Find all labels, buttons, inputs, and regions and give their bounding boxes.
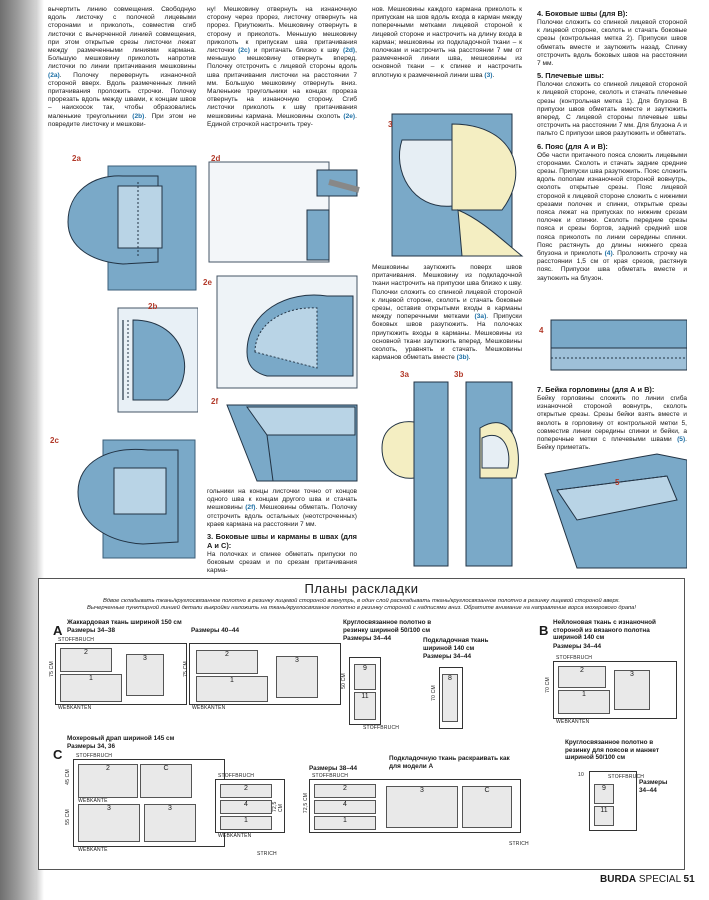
paragraph: Полочки сложить со спинкой лицевой стороной к лицевой стороне, сколоть и стачать плечевые срезы (контрольная метка 1). Для блузона В припуски швов обметать вместе и заутюжить вперед. С лицевой стороны плечевые швы отстрочить на расстоянии 7 мм. Для блузона А и пальто С припуски швов разутюжить и обметать. [537, 81, 687, 138]
strich-label: STRICH [257, 851, 277, 857]
size-caption: Размеры 40–44 [191, 627, 240, 634]
layout-lining [430, 667, 463, 729]
pattern-piece: 9 [354, 664, 376, 690]
figure-3a-drawing [378, 368, 450, 568]
section-heading: 7. Бейка горловины (для А и В): [537, 385, 655, 394]
paragraph: Полочки сложить со спинкой лицевой стороной к лицевой стороне, сколоть и стачать боковые срезы (контрольная метка 2). Припуски швов обметать вместе и заутюжить назад. Спинку отстрочить вдоль боковых швов на расстоянии 7 мм. [537, 19, 687, 68]
pattern-piece: 4 [220, 800, 272, 814]
figure-2b-drawing [48, 300, 198, 420]
lining-note: Подкладочную ткань раскраивать как для модели А [389, 755, 510, 770]
layout-c-2 [215, 773, 285, 839]
pattern-piece: 1 [196, 676, 268, 702]
figure-label: 2d [211, 154, 221, 163]
figure-3 [372, 110, 532, 260]
fold-label: STOFFBRUCH [556, 655, 593, 661]
figure-2d [207, 152, 362, 267]
pattern-piece: 11 [594, 806, 614, 826]
issue: SPECIAL [638, 874, 681, 885]
pattern-piece: C [462, 786, 512, 828]
layout-b [544, 655, 677, 725]
layout-c-1 [64, 753, 225, 853]
figure-ref: (4) [604, 250, 613, 258]
pattern-piece: 2 [220, 784, 272, 798]
fold-label: STOFFBRUCH [363, 725, 400, 731]
dimension-label: 72,5 CM [272, 801, 284, 812]
dimension-label: 70 CM [430, 685, 437, 701]
figure-3b [452, 368, 526, 568]
pattern-piece: 8 [442, 674, 458, 722]
brand: BURDA [600, 874, 637, 885]
figure-label: 2a [72, 154, 81, 163]
text: гольники на концы листочки точно от концов одного шва к концам другого шва и стачать мешковины [207, 488, 357, 512]
column-3-text [372, 6, 522, 82]
panel-title: Планы раскладки [304, 581, 419, 596]
figure-ref: (2b) [132, 112, 145, 120]
fold-label: STOFFBRUCH [218, 773, 255, 779]
size-caption: Размеры 34–44 [553, 643, 602, 650]
pattern-piece: 3 [144, 804, 196, 842]
size-caption: Размеры 34–44 [423, 653, 472, 660]
text: Мешковины заутюжить поверх швов притачивания. Мешковину из подкладочной ткани настрочить на припуски шва близко к шву. Полочки сложить со спинкой лицевой стороной к лицевой стороне, сколоть и стачать боковые срезы, оставив открытыми входы в карманы между поперечными метками [372, 264, 522, 321]
figure-label: 2e [203, 278, 212, 287]
binding-shadow [0, 0, 38, 900]
column-4-text-lower [537, 382, 687, 454]
pattern-piece: 2 [558, 666, 606, 688]
section-heading: 4. Боковые швы (для В): [537, 9, 628, 18]
figure-5 [537, 450, 687, 570]
pattern-piece: 3 [276, 656, 318, 698]
text: нов. Мешковины каждого кармана приколоть к припускам на шов вдоль входа в карман между поперечными метками лицевой стороной к лицевой стороне и настрочить на длину входа в карман; мешковины из подкладочной ткани – к полочкам и настрочить на расстоянии 7 мм от размеченной линии шва, мешковины из основной ткани – к спинке и настрочить вплотную к размеченной линии шва [372, 6, 522, 79]
paragraph [537, 152, 687, 283]
figure-ref: (3a) [474, 313, 487, 321]
selvage-label: WEBKANTE [78, 847, 108, 853]
subtitle-line: Вдвое складывать ткань/круглосвязанное полотно в резинку лицевой стороной вовнутрь, в один слой раскладывать ткань/круглосвязанное полотно в резинку лицевой стороной вверх. [102, 598, 621, 604]
paragraph [207, 488, 357, 529]
knit-caption: Круглосвязанное полотно в резинку для поясов и манжет шириной 50/100 см [565, 739, 659, 762]
figure-label: 3b [454, 370, 464, 379]
pattern-piece: 1 [220, 816, 272, 830]
figure-2b [48, 300, 198, 420]
figure-label: 2b [148, 302, 158, 311]
pattern-piece: 3 [614, 670, 650, 710]
fabric-caption: Жаккардовая ткань шириной 150 см [67, 619, 182, 626]
fold-label: STOFFBRUCH [608, 774, 645, 780]
pattern-piece: 1 [314, 816, 376, 830]
figure-2c-drawing [48, 432, 198, 562]
text: Бейку горловины сложить по линии сгиба изнаночной стороной вовнутрь, сколоть открытые срезы. Срезы бейки взять вместе и вколоть в горловину от контрольной метки 5, совместив линии середины спинки и бейки, а поперечные метки с плечевыми швами [537, 395, 687, 444]
pattern-piece: 2 [314, 784, 376, 798]
section-a-label: A [53, 623, 63, 638]
section-heading: 6. Пояс (для А и В): [537, 141, 608, 151]
paragraph: нов. Мешковины каждого кармана приколоть к припускам на шов вдоль входа в карман между поперечными метками лицевой стороной к лицевой стороне и настрочить на длину входа в карман; мешковины из подкладочной ткани – к полочкам и настрочить на расстоянии 7 мм от размеченной линии шва, мешковины из основной ткани – к спинке и настрочить вплотную к размеченной линии шва (3). [372, 6, 522, 79]
text: , меньшую мешковину отвернуть вперед. Полочку отстрочить с лицевой стороны вдоль шва притачивания листочки на расстоянии 7 мм. Большую мешковину отвернуть вниз. Маленькие треугольники на концах прореза отвернуть на изнаночную сторону. Сгиб листочки приколоть к шву притачивания мешковины кармана. Мешковины сколоть [207, 47, 357, 120]
dimension-label: 75 CM [182, 661, 189, 677]
text: вычертить линию совмещения. Свободную вдоль листочку с полочкой лицевыми сторонами и приколоть, совместив сгиб листочки с вычерченной линией совмещения, при этом открытые срезы листочки лежат между размеченными линиями кармана. Большую мешковину приколоть напротив листочки по линии притачивания мешковины [48, 6, 196, 71]
text: . При этом не повредите листочку и мешкови- [48, 112, 196, 128]
figure-2c [48, 432, 198, 562]
figure-ref: (2a) [48, 71, 60, 79]
figure-4-drawing [537, 318, 687, 374]
text: . Единой строчкой настрочить треу- [207, 112, 357, 128]
selvage-label: WEBKANTE [78, 798, 108, 804]
pattern-piece: 2 [78, 764, 138, 798]
paragraph [207, 6, 357, 129]
pattern-piece: 3 [126, 654, 164, 696]
figure-label: 2c [50, 436, 59, 445]
dimension-label: 75 CM [48, 661, 55, 677]
figure-2f-drawing [207, 395, 362, 485]
layout-b-knit [578, 771, 645, 831]
figure-ref: (3) [484, 71, 493, 79]
selvage-label: WEBKANTEN [192, 705, 226, 711]
dimension-label: 55 CM [64, 809, 71, 825]
section-b-label: B [539, 623, 549, 638]
text: . Бейку приметать. [537, 436, 688, 452]
fold-label: STOFFBRUCH [58, 637, 95, 643]
figure-ref: (5) [677, 436, 686, 444]
size-caption: Размеры 34–44 [639, 779, 668, 794]
lining-caption: Подкладочная ткань шириной 140 см [423, 637, 489, 652]
dimension-label: 10 [578, 772, 584, 778]
pattern-piece: 1 [60, 674, 122, 702]
column-3-text-lower [372, 264, 522, 364]
figure-5-drawing [537, 450, 687, 570]
figure-2e-drawing [207, 272, 362, 390]
selvage-label: WEBKANTEN [58, 705, 92, 711]
page-number: 51 [683, 874, 695, 885]
text: . Припуски боковых швов разутюжить. На полочках приутюжить входы в карманы. Мешковины из основной ткани заутюжить вперед. Мешковины сколоть, уравнять и стачать. Мешковины карманов обметать вместе [372, 313, 522, 362]
size-caption: Размеры 38–44 [309, 765, 358, 772]
section-heading: 3. Боковые швы и карманы в швах (для А и С): [207, 532, 357, 551]
column-4-text [537, 6, 687, 285]
pattern-piece: 2 [60, 648, 112, 672]
figure-2a [48, 152, 198, 292]
figure-2e [203, 272, 362, 390]
page-footer [600, 874, 695, 885]
fabric-caption: Нейлоновая ткань с изнаночной стороной из вязаного полотна шириной 140 см [553, 619, 656, 642]
figure-label: 4 [539, 326, 544, 335]
figure-ref: (2f) [245, 504, 256, 512]
column-1-text [48, 6, 196, 131]
knit-caption: Круглосвязанное полотно в резинку шириной 50/100 см [343, 619, 432, 634]
text: . [468, 354, 471, 362]
figure-label: 3a [400, 370, 409, 379]
fold-label: STOFFBRUCH [76, 753, 113, 759]
figure-2d-drawing [207, 152, 362, 267]
figure-3-drawing [372, 110, 532, 260]
pattern-piece: 1 [558, 690, 610, 714]
selvage-label: WEBKANTEN [218, 833, 252, 839]
paragraph [537, 395, 687, 452]
text: Обе части притачного пояса сложить лицевыми сторонами. Сколоть и стачать задние средние срезы. Припуски шва разутюжить. Пояс сложить вдоль пополам изнаночной стороной вовнутрь, сколоть открытые срезы. Пояс лицевой стороной к лицевой стороне сложить с нижними срезами полочек и спинки, открытые срезы пояса лежат на припусках по нижним срезам полочек и спинки. Сколоть передние срезы пояса и срезы бортов, задний средний шов пояса приколоть по линии середины спинки. Пояс растянуть до длины нижнего среза блузона и приколоть [537, 151, 687, 258]
dimension-label: 72,5 CM [303, 792, 310, 814]
figure-3a [378, 368, 450, 568]
pattern-piece: 11 [354, 692, 376, 720]
column-2-text-lower [207, 488, 357, 578]
subtitle-line: Вычерченные пунктирной линией детали выкройки наложить на ткань/круглосвязаное полотно в резинку стороной с надписями вниз. Обратите внимание на направление ворса мохерового драпа! [87, 605, 636, 611]
figure-ref: (2c) [238, 47, 250, 55]
dimension-label: 50 CM [340, 673, 347, 689]
column-2-text [207, 6, 357, 131]
panel-subtitle [45, 598, 678, 612]
size-caption: Размеры 34–44 [343, 635, 392, 642]
figure-label: 3 [388, 120, 393, 129]
dimension-label: 70 CM [544, 677, 551, 693]
figure-ref: (2e) [343, 112, 356, 120]
pattern-piece: 3 [386, 786, 458, 828]
section-c-label: C [53, 747, 63, 762]
paragraph [372, 264, 522, 362]
layout-c-3 [303, 773, 521, 833]
figure-label: 5 [615, 478, 620, 487]
section-heading: 5. Плечевые швы: [537, 71, 604, 81]
text: ну! Мешковину отвернуть на изнаночную сторону через прорез, листочку отвернуть на прорез. Приутюжить. Мешковину отвернуть в сторону и приколоть. Меньшую мешковину приколоть к припускам шва притачивания листочки [207, 6, 357, 55]
dimension-label: 45 CM [64, 769, 71, 785]
text: . Мешковины обметать. Полочку отстрочить вдоль остальных (неотстроченных) краев кармана на расстоянии 7 мм. [207, 504, 357, 528]
selvage-label: WEBKANTEN [556, 719, 590, 725]
text: . Полочку перевернуть изнаночной стороной вверх. Вдоль размеченных линий притачивания проложить строчки. Полочку прорезать вдоль между швами, к концам швов – наискосок так, чтобы образовались маленькие треугольники [48, 71, 196, 120]
text: и притачать близко к шву [253, 47, 340, 55]
pattern-piece: 2 [196, 650, 258, 674]
pattern-piece: 9 [594, 784, 614, 804]
figure-2a-drawing [48, 152, 198, 292]
cutting-layouts-panel [38, 578, 685, 870]
figure-3b-drawing [452, 368, 526, 568]
pattern-piece: 4 [314, 800, 376, 814]
figure-2f [207, 395, 362, 485]
layout-a-1 [48, 637, 187, 711]
figure-ref: (3b) [456, 354, 469, 362]
paragraph: На полочках и спинке обметать припуски по боковым срезам и по срезам притачивания карма- [207, 551, 357, 575]
figure-4 [537, 318, 687, 374]
figure-ref: (2d) [343, 47, 356, 55]
size-caption: Размеры 34–38 [67, 627, 116, 634]
paragraph [48, 6, 196, 129]
fold-label: STOFFBRUCH [312, 773, 349, 779]
size-caption: Размеры 34, 36 [67, 743, 116, 750]
layout-a-2 [182, 643, 341, 711]
fabric-caption: Мохеровый драп шириной 145 см [67, 735, 175, 742]
layout-knit [340, 657, 381, 725]
pattern-piece: 3 [78, 804, 140, 842]
strich-label: STRICH [509, 841, 529, 847]
pattern-piece: C [140, 764, 192, 798]
figure-label: 2f [211, 397, 219, 406]
text: . Проложить строчку на расстоянии 1,5 см от края срезов, растянув пояс. Припуски шва обметать вместе и заутюжить на блузон. [537, 250, 687, 282]
